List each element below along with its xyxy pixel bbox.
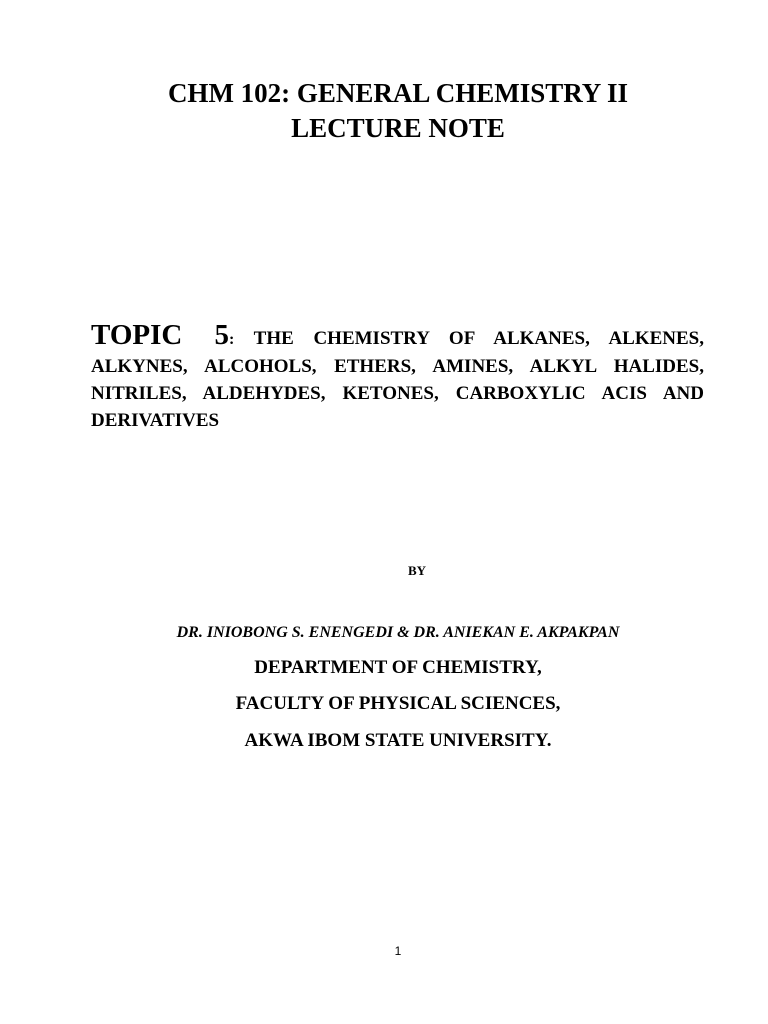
university: AKWA IBOM STATE UNIVERSITY. [244,730,552,751]
topic-text: THE CHEMISTRY OF ALKANES, ALKENES, ALKYNES, ALCOHOLS, ETHERS, AMINES, ALKYL HALIDES, NITRILES, ALDEHYDES, KETONES, CARBOXYLIC ACIS AND DERIVATIVES [91,328,704,431]
topic-label: TOPIC 5 [91,319,229,351]
page-number: 1 [394,944,402,958]
lecture-note-heading: LECTURE NOTE [291,113,505,143]
faculty: FACULTY OF PHYSICAL SCIENCES, [235,693,561,714]
topic-heading [91,319,704,434]
by-label: BY [408,563,427,578]
department: DEPARTMENT OF CHEMISTRY, [254,657,542,678]
course-title-line: CHM 102: GENERAL CHEMISTRY II [167,78,629,108]
topic-colon: : [229,331,235,348]
authors: DR. INIOBONG S. ENENGEDI & DR. ANIEKAN E. AKPAKPAN [176,624,620,641]
course-title [0,76,768,146]
